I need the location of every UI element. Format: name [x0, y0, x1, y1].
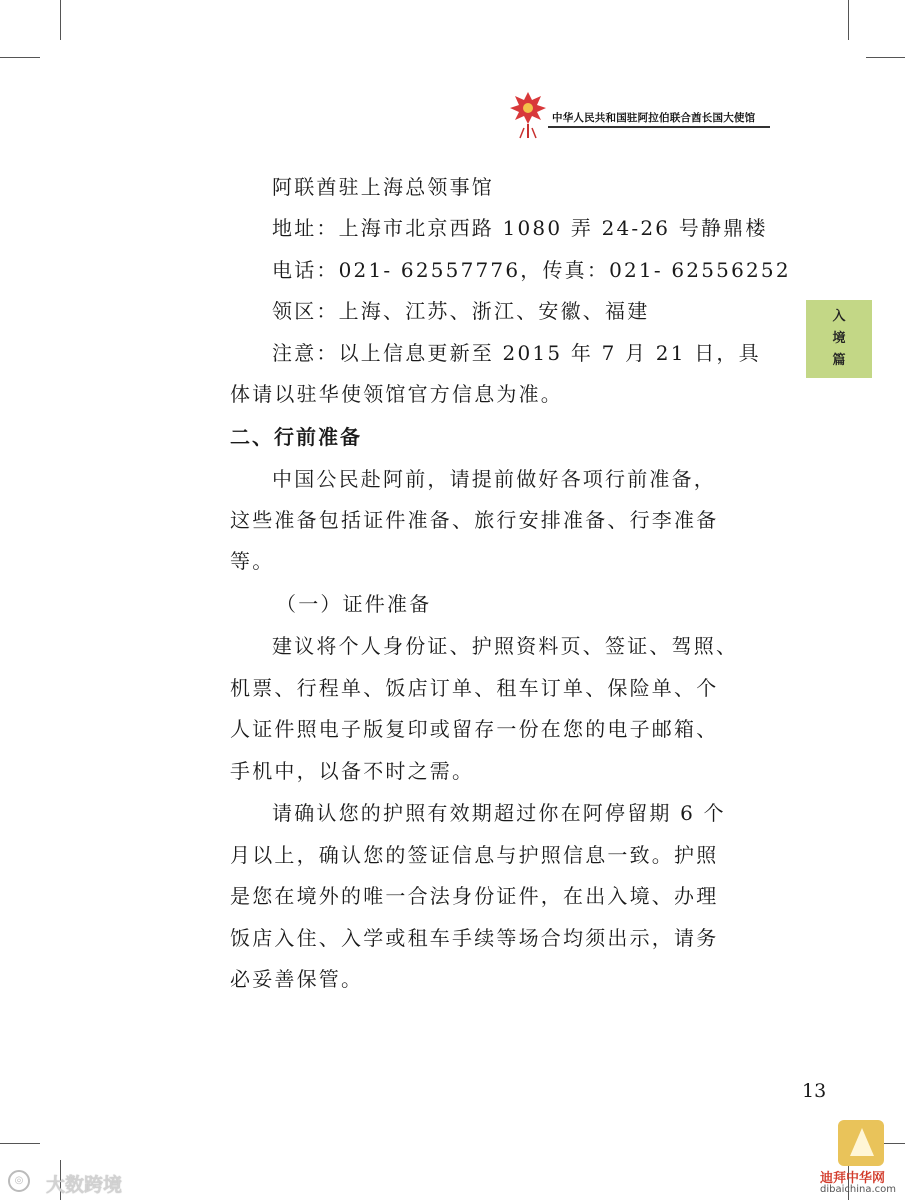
chinese-knot-emblem-icon: [506, 88, 550, 140]
header-rule: [548, 126, 770, 128]
paragraph-line: 建议将个人身份证、护照资料页、签证、驾照、: [272, 634, 739, 658]
section-heading: 二、行前准备: [230, 425, 362, 449]
crop-mark: [866, 57, 905, 58]
side-tab-char: 篇: [832, 353, 846, 368]
section-side-tab: [806, 300, 872, 378]
watermark-right-url: dibaichina.com: [820, 1184, 896, 1195]
watermark-right: [818, 1120, 898, 1198]
intro-line: 中国公民赴阿前，请提前做好各项行前准备，: [272, 467, 716, 491]
side-tab-char: 入: [832, 309, 846, 324]
note-line: 注意：以上信息更新至 2015 年 7 月 21 日，具: [272, 341, 761, 365]
watermark-left-text: 大数跨境: [46, 1174, 123, 1196]
subsection-heading: （一）证件准备: [276, 592, 432, 616]
consulate-jurisdiction: 领区：上海、江苏、浙江、安徽、福建: [272, 299, 650, 323]
crop-mark: [848, 0, 849, 40]
note-line: 体请以驻华使领馆官方信息为准。: [230, 382, 563, 406]
paragraph-line: 机票、行程单、饭店订单、租车订单、保险单、个: [230, 676, 719, 700]
watermark-right-name: 迪拜中华网: [820, 1171, 886, 1186]
paragraph-line: 必妥善保管。: [230, 967, 364, 991]
paragraph-line: 是您在境外的唯一合法身份证件，在出入境、办理: [230, 884, 719, 908]
sail-logo-icon: [838, 1120, 884, 1166]
paragraph-line: 饭店入住、入学或租车手续等场合均须出示，请务: [230, 926, 719, 950]
side-tab-char: 境: [832, 331, 846, 346]
page-number: 13: [802, 1080, 827, 1102]
paragraph-line: 月以上，确认您的签证信息与护照信息一致。护照: [230, 843, 719, 867]
consulate-address: 地址：上海市北京西路 1080 弄 24-26 号静鼎楼: [272, 216, 768, 240]
watermark-logo-icon: ◎: [8, 1170, 30, 1192]
page-header: [500, 88, 772, 140]
intro-line: 等。: [230, 549, 275, 573]
consulate-phone-fax: 电话：021- 62557776，传真：021- 62556252: [272, 258, 791, 282]
crop-mark: [0, 57, 40, 58]
consulate-name: 阿联酋驻上海总领事馆: [272, 175, 494, 199]
crop-mark: [0, 1143, 40, 1144]
crop-mark: [60, 0, 61, 40]
intro-line: 这些准备包括证件准备、旅行安排准备、行李准备: [230, 508, 719, 532]
paragraph-line: 请确认您的护照有效期超过你在阿停留期 6 个: [272, 801, 726, 825]
paragraph-line: 手机中，以备不时之需。: [230, 759, 475, 783]
embassy-title: 中华人民共和国驻阿拉伯联合酋长国大使馆: [552, 112, 756, 124]
paragraph-line: 人证件照电子版复印或留存一份在您的电子邮箱、: [230, 717, 719, 741]
